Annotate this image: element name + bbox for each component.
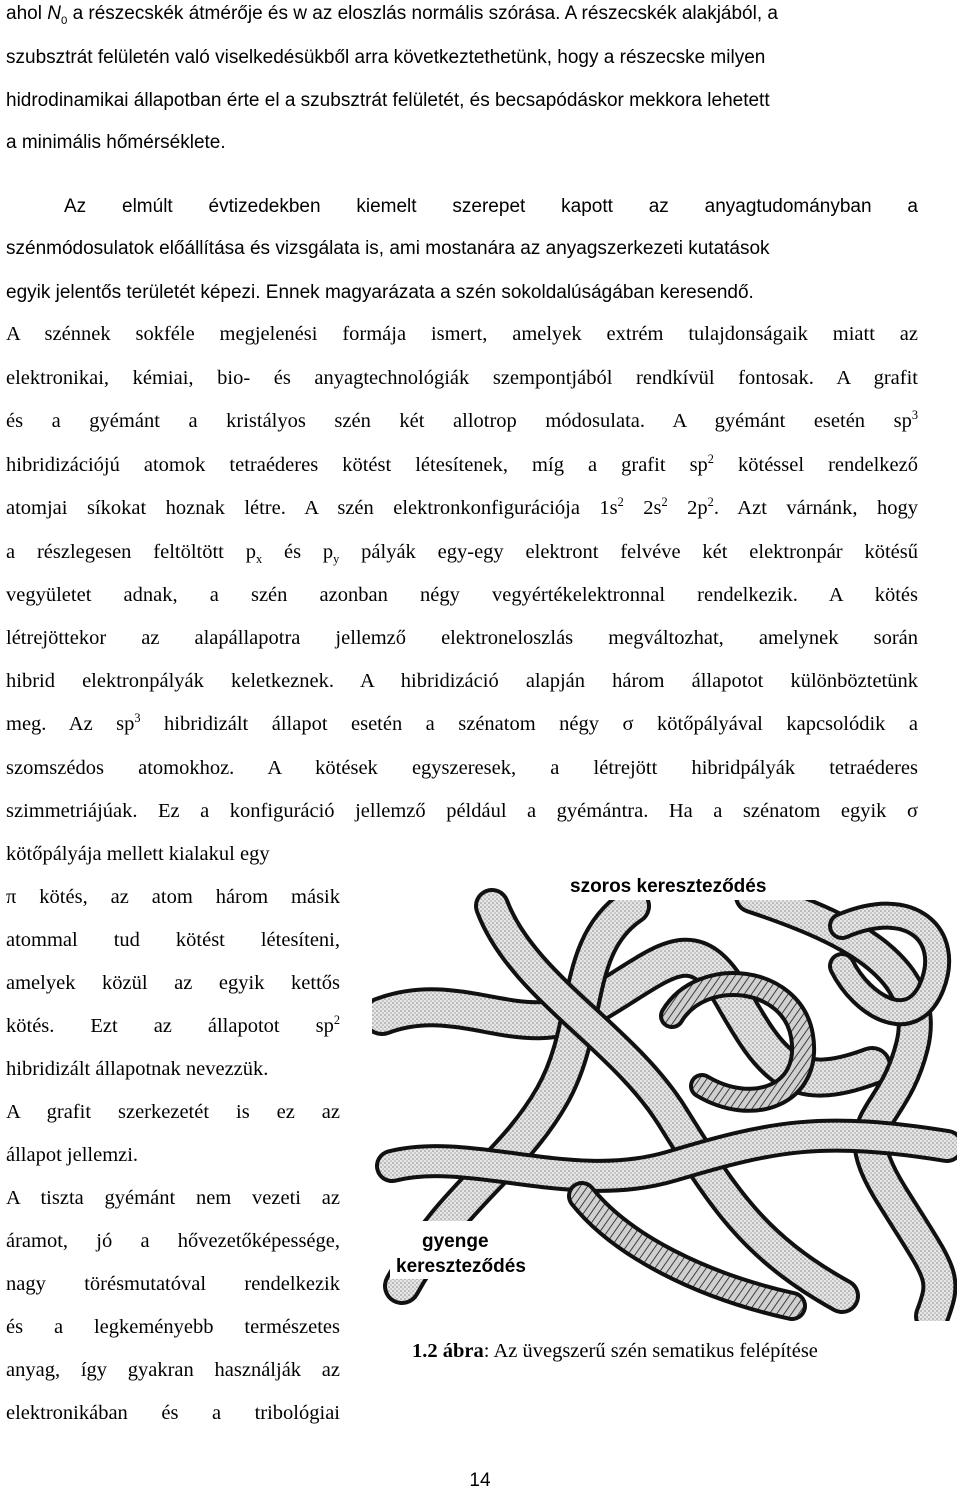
paragraph-2-line-1: Az elmúlt évtizedekben kiemelt szerepet kapott az anyagtudományban a xyxy=(64,196,918,217)
text-fragment: és p xyxy=(262,541,334,563)
page-number: 14 xyxy=(469,1470,491,1491)
text-fragment: és a gyémánt a kristályos szén két allotrop módosulata. A gyémánt esetén sp xyxy=(6,410,912,432)
paragraph-3-line-7: vegyületet adnak, a szén azonban négy vegyértékelektronnal rendelkezik. A kötés xyxy=(6,584,918,606)
superscript: 2 xyxy=(333,1013,340,1028)
paragraph-1-line-1 xyxy=(6,2,918,26)
paragraph-3-line-3 xyxy=(6,409,918,433)
figure-number: 1.2 ábra xyxy=(412,1340,484,1362)
paragraph-3-line-14: π kötés, az atom három másik xyxy=(6,886,340,908)
paragraph-3-line-9: hibrid elektronpályák keletkeznek. A hibridizáció alapján három állapotot különböztetünk xyxy=(6,670,918,692)
superscript: 3 xyxy=(911,408,918,423)
symbol-n: N xyxy=(47,3,61,24)
paragraph-4-line-4: és a legkeményebb természetes xyxy=(6,1316,340,1338)
superscript: 2 xyxy=(707,452,714,467)
superscript: 2 xyxy=(617,495,624,510)
paragraph-3-line-17 xyxy=(6,1014,340,1038)
paragraph-4-line-3: nagy törésmutatóval rendelkezik xyxy=(6,1273,340,1295)
superscript: 2 xyxy=(707,495,714,510)
paragraph-3-line-10 xyxy=(6,712,918,736)
text-fragment: ahol xyxy=(6,3,48,24)
text-fragment: a részlegesen feltöltött p xyxy=(6,541,256,563)
label-weak-crossing-line-1: gyenge xyxy=(422,1231,489,1252)
text-fragment: pályák egy-egy elektront felvéve két elektronpár kötésű xyxy=(339,541,919,563)
paragraph-3-line-18: hibridizált állapotnak nevezzük. xyxy=(6,1058,269,1080)
paragraph-1-line-2: szubsztrát felületén való viselkedésükből arra következtethetünk, hogy a részecske milyen xyxy=(6,47,766,68)
superscript: 2 xyxy=(661,495,668,510)
text-fragment: hibridizációjú atomok tetraéderes kötést létesítenek, míg a grafit sp xyxy=(6,454,708,476)
paragraph-4-line-1: A tiszta gyémánt nem vezeti az xyxy=(6,1187,340,1209)
paragraph-3-line-13: kötőpályája mellett kialakul egy xyxy=(6,843,270,865)
text-fragment: . Azt várnánk, hogy xyxy=(713,497,918,519)
paragraph-3-line-11: szomszédos atomokhoz. A kötések egyszeresek, a létrejött hibridpályák tetraéderes xyxy=(6,757,918,779)
text-fragment: atomjai síkokat hoznak létre. A szén elektronkonfigurációja 1s xyxy=(6,497,618,519)
glassy-carbon-figure xyxy=(372,866,957,1321)
paragraph-3-line-16: amelyek közül az egyik kettős xyxy=(6,972,340,994)
paragraph-3-line-12: szimmetriájúak. Ez a konfiguráció jellemző például a gyémántra. Ha a szénatom egyik σ xyxy=(6,800,918,822)
paragraph-3-line-19: A grafit szerkezetét is ez az xyxy=(6,1101,340,1123)
paragraph-3-line-8: létrejöttekor az alapállapotra jellemző elektroneloszlás megváltozhat, amelynek során xyxy=(6,627,918,649)
text-fragment: meg. Az sp xyxy=(6,713,135,735)
paragraph-2-line-3: egyik jelentős területét képezi. Ennek magyarázata a szén sokoldalúságában keresendő. xyxy=(6,282,754,303)
subscript: x xyxy=(255,552,263,567)
superscript: 3 xyxy=(134,711,141,726)
paragraph-3-line-15: atommal tud kötést létesíteni, xyxy=(6,929,340,951)
paragraph-3-line-2: elektronikai, kémiai, bio- és anyagtechnológiák szempontjából rendkívül fontosak. A grafit xyxy=(6,367,918,389)
paragraph-4-line-6: elektronikában és a tribológiai xyxy=(6,1402,340,1424)
text-fragment: kötés. Ezt az állapotot sp xyxy=(6,1015,334,1037)
subscript: 0 xyxy=(60,14,68,27)
text-fragment: 2p xyxy=(667,497,708,519)
text-fragment: hibridizált állapot esetén a szénatom négy σ kötőpályával kapcsolódik a xyxy=(140,713,918,735)
paragraph-4-line-2: áramot, jó a hővezetőképessége, xyxy=(6,1230,340,1252)
label-strong-crossing xyxy=(562,868,822,900)
paragraph-4-line-5: anyag, így gyakran használják az xyxy=(6,1359,340,1381)
label-weak-crossing xyxy=(390,1221,540,1279)
paragraph-3-line-5 xyxy=(6,496,918,520)
text-fragment: a részecskék átmérője és w az eloszlás normális szórása. A részecskék alakjából, a xyxy=(72,3,778,24)
text-fragment: 2s xyxy=(623,497,662,519)
figure-caption-text: : Az üvegszerű szén sematikus felépítése xyxy=(483,1340,818,1362)
paragraph-1-line-4: a minimális hőmérséklete. xyxy=(6,132,226,153)
paragraph-3-line-4 xyxy=(6,453,918,477)
label-weak-crossing-line-2: kereszteződés xyxy=(396,1256,526,1277)
label-strong-crossing-text: szoros kereszteződés xyxy=(570,876,767,897)
paragraph-3-line-1: A szénnek sokféle megjelenési formája ismert, amelyek extrém tulajdonságaik miatt az xyxy=(6,323,918,345)
paragraph-3-line-6 xyxy=(6,540,919,567)
paragraph-1-line-3: hidrodinamikai állapotban érte el a szubsztrát felületét, és becsapódáskor mekkora lehetett xyxy=(6,90,770,111)
paragraph-3-line-20: állapot jellemzi. xyxy=(6,1144,139,1166)
paragraph-2-line-2: szénmódosulatok előállítása és vizsgálata is, ami mostanára az anyagszerkezeti kutatások xyxy=(6,238,770,259)
text-fragment: kötéssel rendelkező xyxy=(713,454,918,476)
figure-caption xyxy=(412,1340,818,1363)
subscript: y xyxy=(333,552,340,567)
